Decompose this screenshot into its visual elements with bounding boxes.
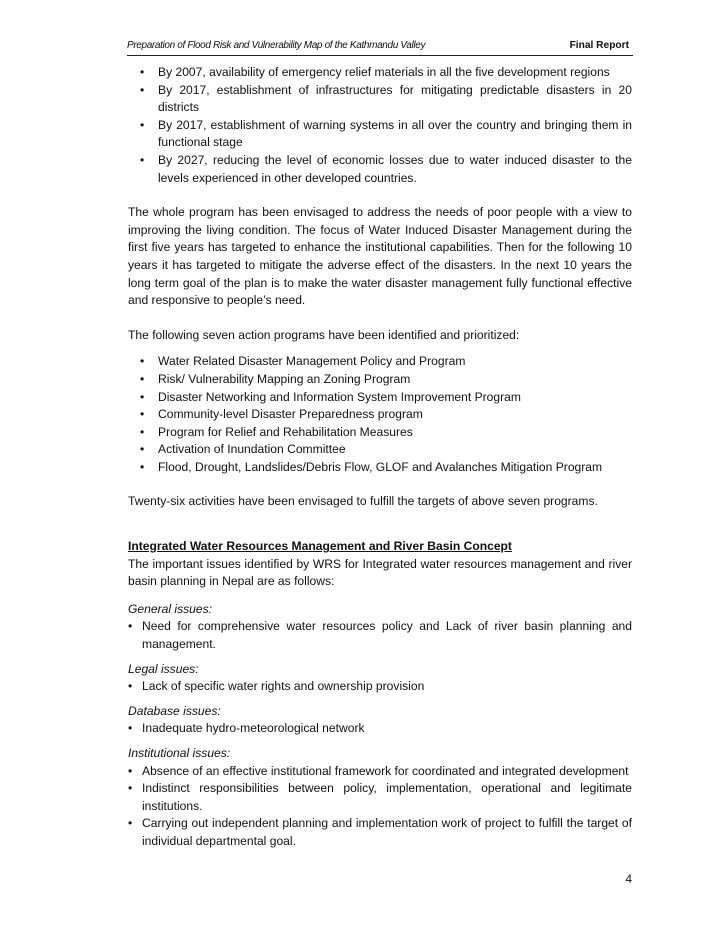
targets-list <box>128 64 632 187</box>
bullet-icon: • <box>128 679 133 694</box>
bullet-icon: • <box>140 459 145 474</box>
general-issues-list <box>128 618 632 653</box>
list-item: • Absence of an effective institutional framework for coordinated and integrated development <box>128 763 632 781</box>
institutional-issues-list <box>128 763 632 851</box>
section-title: Integrated Water Resources Management and River Basin Concept <box>128 539 512 554</box>
database-issues-list <box>128 720 632 738</box>
list-item: • Disaster Networking and Information System Improvement Program <box>128 389 632 407</box>
bullet-icon: • <box>140 407 145 422</box>
bullet-icon: • <box>140 82 145 97</box>
bullet-icon: • <box>140 389 145 404</box>
program-description-paragraph: The whole program has been envisaged to address the needs of poor people with a view to improving the living condition. The focus of Water Induced Disaster Management during the first five years has targeted to enhance the institutional capabilities. Then for the following 10 years it has targeted to mitigate the adverse effect of the disasters. In the next 10 years the long term goal of the plan is to make the water disaster management fully functional effective and responsive to people’s need. <box>128 205 632 308</box>
list-item: • Need for comprehensive water resources policy and Lack of river basin planning and management. <box>128 619 632 652</box>
bullet-icon: • <box>128 816 133 831</box>
list-item: • Carrying out independent planning and implementation work of project to fulfill the target of individual departmental goal. <box>128 816 632 848</box>
institutional-issues-label: Institutional issues: <box>128 746 231 760</box>
page-header <box>127 40 633 54</box>
legal-issues-list <box>128 678 632 696</box>
page-body <box>128 64 632 851</box>
header-rule <box>127 55 633 56</box>
list-item: • Lack of specific water rights and ownership provision <box>128 678 632 696</box>
list-item: • Indistinct responsibilities between policy, implementation, operational and legitimate institutions. <box>128 781 632 813</box>
bullet-icon: • <box>140 442 145 457</box>
header-report-label: Final Report <box>569 40 629 51</box>
bullet-icon: • <box>140 354 145 369</box>
list-item: • Flood, Drought, Landslides/Debris Flow, GLOF and Avalanches Mitigation Program <box>128 459 632 477</box>
list-item: • Inadequate hydro-meteorological network <box>128 720 632 738</box>
bullet-icon: • <box>140 371 145 386</box>
general-issues-label: General issues: <box>128 601 213 616</box>
activities-paragraph: Twenty-six activities have been envisaged to fulfill the targets of above seven programs. <box>128 494 598 509</box>
action-programs-intro: The following seven action programs have been identified and prioritized: <box>128 327 520 342</box>
list-item: • By 2017, establishment of infrastructures for mitigating predictable disasters in 20 districts <box>140 82 632 115</box>
list-item: • By 2027, reducing the level of economic losses due to water induced disaster to the levels experienced in other developed countries. <box>140 152 632 185</box>
list-item: • Activation of Inundation Committee <box>128 441 632 459</box>
database-issues-label: Database issues: <box>128 703 221 718</box>
list-item: • By 2007, availability of emergency relief materials in all the five development regions <box>128 64 632 82</box>
bullet-icon: • <box>128 763 133 778</box>
header-document-title: Preparation of Flood Risk and Vulnerability Map of the Kathmandu Valley <box>127 40 426 51</box>
bullet-icon: • <box>140 152 145 167</box>
list-item: • Program for Relief and Rehabilitation Measures <box>128 424 632 442</box>
bullet-icon: • <box>128 781 133 796</box>
list-item: • Community-level Disaster Preparedness program <box>128 406 632 424</box>
list-item: • Water Related Disaster Management Policy and Program <box>128 353 632 371</box>
bullet-icon: • <box>140 424 145 439</box>
section-intro: The important issues identified by WRS for Integrated water resources management and river basin planning in Nepal are as follows: <box>128 556 632 589</box>
list-item: • By 2017, establishment of warning systems in all over the country and bringing them in functional stage <box>140 117 632 150</box>
bullet-icon: • <box>128 619 133 634</box>
bullet-icon: • <box>140 117 145 132</box>
action-programs-list <box>128 353 632 476</box>
bullet-icon: • <box>140 65 145 79</box>
bullet-icon: • <box>128 721 133 736</box>
legal-issues-label: Legal issues: <box>128 661 199 676</box>
list-item: • Risk/ Vulnerability Mapping an Zoning Program <box>128 371 632 389</box>
page-number: 4 <box>625 872 632 886</box>
